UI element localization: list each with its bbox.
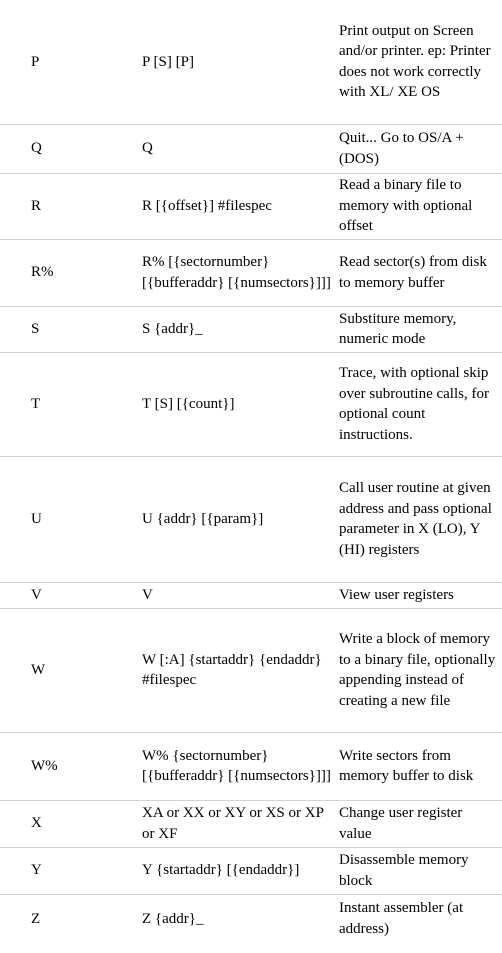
table-row — [0, 0, 502, 124]
table-row — [0, 306, 502, 352]
command-cell: V — [31, 586, 42, 603]
syntax-cell: R [{offset}] #filespec — [142, 197, 272, 214]
table-row — [0, 582, 502, 608]
command-cell: W% — [31, 757, 58, 774]
description-cell: Instant assembler (at address) — [339, 900, 464, 937]
description-cell: Call user routine at given address and pass optional parameter in X (LO), Y (HI) registers — [339, 480, 492, 558]
description-cell: Quit... Go to OS/A + (DOS) — [339, 130, 464, 167]
table-row — [0, 847, 502, 894]
syntax-cell: W [:A] {startaddr} {endaddr} #filespec — [142, 651, 322, 688]
syntax-cell: W% {sectornumber} [{bufferaddr} [{numsectors}]]] — [142, 747, 331, 784]
table-row — [0, 173, 502, 239]
syntax-cell: Y {startaddr} [{endaddr}] — [142, 862, 300, 879]
description-cell: Disassemble memory block — [339, 852, 469, 889]
table-row — [0, 352, 502, 456]
description-cell: View user registers — [339, 586, 454, 603]
description-cell: Trace, with optional skip over subroutine calls, for optional count instructions. — [339, 365, 489, 443]
description-cell: Write a block of memory to a binary file, optionally appending instead of creating a new file — [339, 631, 496, 709]
command-cell: W — [31, 661, 46, 678]
table-row — [0, 456, 502, 582]
syntax-cell: XA or XX or XY or XS or XP or XF — [142, 805, 324, 842]
description-cell: Print output on Screen and/or printer. ep: Printer does not work correctly with XL/ XE OS — [339, 22, 491, 101]
syntax-cell: V — [142, 586, 153, 603]
command-cell: T — [31, 395, 41, 412]
description-cell: Change user register value — [339, 805, 463, 842]
command-cell: U — [31, 510, 42, 527]
description-cell: Read a binary file to memory with optional offset — [339, 177, 473, 235]
command-cell: R — [31, 197, 42, 214]
table-row — [0, 894, 502, 943]
syntax-cell: R% [{sectornumber} [{bufferaddr} [{numsectors}]]] — [142, 254, 331, 291]
command-cell: Y — [31, 862, 42, 879]
table-row — [0, 732, 502, 800]
description-cell: Read sector(s) from disk to memory buffer — [339, 254, 487, 291]
syntax-cell: Z {addr}_ — [142, 910, 204, 927]
command-cell: R% — [31, 264, 54, 281]
command-cell: P — [31, 53, 40, 70]
table-row — [0, 239, 502, 306]
syntax-cell: Q — [142, 140, 153, 157]
command-cell: Q — [31, 140, 42, 157]
syntax-cell: U {addr} [{param}] — [142, 510, 264, 527]
command-cell: X — [31, 815, 42, 832]
table-row — [0, 800, 502, 847]
table-row — [0, 124, 502, 173]
description-cell: Write sectors from memory buffer to disk — [339, 747, 474, 784]
syntax-cell: P [S] [P] — [142, 53, 194, 70]
command-cell: S — [31, 320, 40, 337]
syntax-cell: S {addr}_ — [142, 320, 203, 337]
table-row — [0, 608, 502, 732]
description-cell: Substiture memory, numeric mode — [339, 310, 457, 347]
command-cell: Z — [31, 910, 41, 927]
syntax-cell: T [S] [{count}] — [142, 395, 235, 412]
